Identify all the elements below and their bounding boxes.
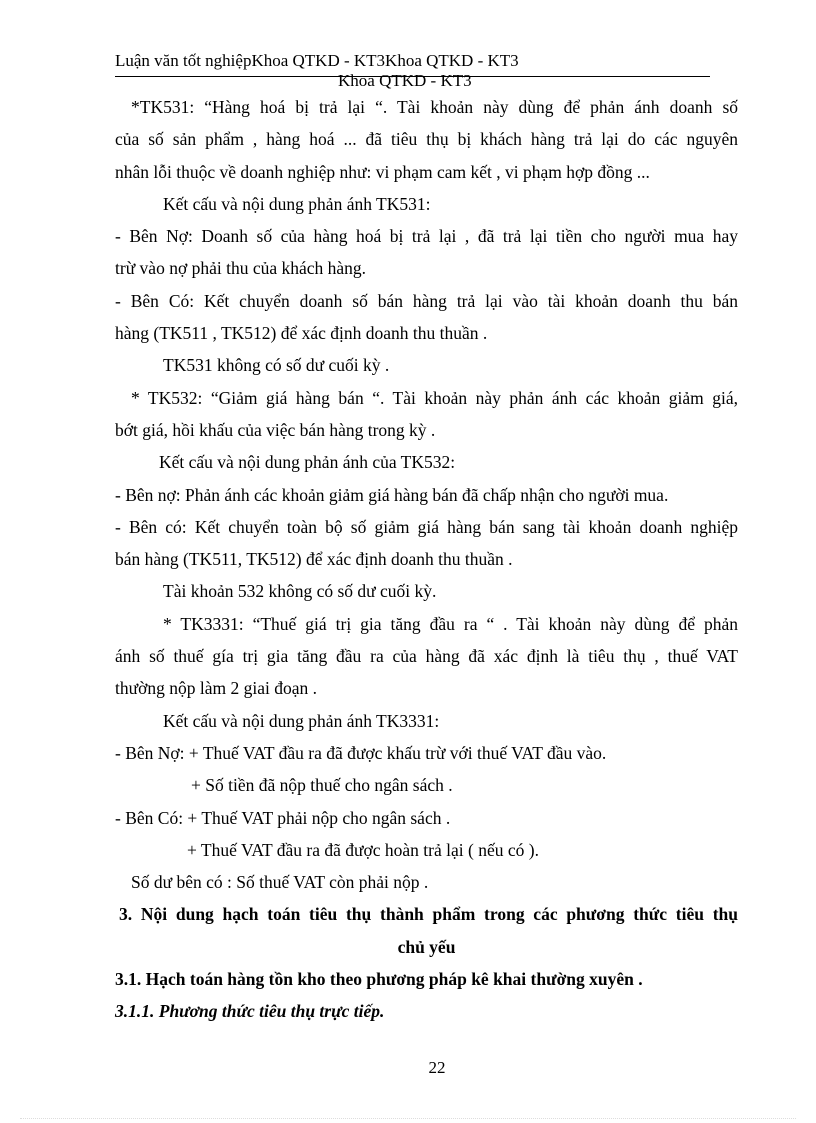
paragraph-line: - Bên Có: Kết chuyển doanh số bán hàng trả lại vào tài khoản doanh thu bán: [115, 290, 738, 311]
paragraph-line: bán hàng (TK511, TK512) để xác định doanh thu thuần .: [115, 549, 513, 570]
paragraph-line: - Bên Nợ: + Thuế VAT đầu ra đã được khấu trừ với thuế VAT đầu vào.: [115, 742, 607, 763]
paragraph-line: - Bên Có: + Thuế VAT phải nộp cho ngân sách .: [115, 807, 451, 828]
paragraph-line: + Thuế VAT đầu ra đã được hoàn trả lại ( nếu có ).: [187, 839, 539, 860]
paragraph-line: *TK531: “Hàng hoá bị trả lại “. Tài khoản này dùng để phản ánh doanh số: [131, 97, 738, 117]
page-number: 22: [428, 1058, 446, 1077]
paragraph-line: + Số tiền đã nộp thuế cho ngân sách .: [191, 775, 453, 796]
paragraph-line: ánh số thuế gía trị gia tăng đầu ra của hàng đã xác định là tiêu thụ , thuế VAT: [115, 646, 738, 667]
document-body: [115, 91, 738, 1028]
page-bottom-edge: [20, 1118, 796, 1119]
paragraph-line: * TK3331: “Thuế giá trị gia tăng đầu ra “ . Tài khoản này dùng để phản: [163, 613, 738, 634]
paragraph-line: Tài khoản 532 không có số dư cuối kỳ.: [163, 581, 437, 602]
paragraph-line: - Bên có: Kết chuyển toàn bộ số giảm giá hàng bán sang tài khoản doanh nghiệp: [115, 516, 738, 537]
paragraph-line: nhân lỗi thuộc về doanh nghiệp như: vi phạm cam kết , vi phạm hợp đồng ...: [115, 161, 650, 182]
paragraph-line: Kết cấu và nội dung phản ánh TK531:: [163, 193, 431, 214]
running-header: Luận văn tốt nghiệpKhoa QTKD - KT3Khoa QTKD - KT3: [115, 51, 519, 70]
paragraph-line: hàng (TK511 , TK512) để xác định doanh thu thuần .: [115, 323, 488, 344]
subsubsection-heading: 3.1.1. Phương thức tiêu thụ trực tiếp.: [115, 1001, 385, 1022]
paragraph-line: Kết cấu và nội dung phản ánh TK3331:: [163, 710, 440, 731]
running-header-subtitle: Khoa QTKD - KT3: [338, 71, 472, 90]
paragraph-line: TK531 không có số dư cuối kỳ .: [163, 355, 390, 376]
paragraph-line: Kết cấu và nội dung phản ánh của TK532:: [159, 452, 456, 473]
paragraph-line: bớt giá, hồi khấu của việc bán hàng trong kỳ .: [115, 419, 436, 440]
paragraph-line: * TK532: “Giảm giá hàng bán “. Tài khoản này phản ánh các khoản giảm giá,: [131, 387, 738, 408]
section-heading: 3. Nội dung hạch toán tiêu thụ thành phẩm trong các phương thức tiêu thụ: [119, 904, 738, 925]
paragraph-line: - Bên nợ: Phản ánh các khoản giảm giá hàng bán đã chấp nhận cho người mua.: [115, 484, 669, 505]
paragraph-line: của số sản phẩm , hàng hoá ... đã tiêu thụ bị khách hàng trả lại do các nguyên: [115, 129, 738, 150]
subsection-heading: 3.1. Hạch toán hàng tồn kho theo phương pháp kê khai thường xuyên .: [115, 969, 643, 990]
paragraph-line: Số dư bên có : Số thuế VAT còn phải nộp .: [131, 872, 429, 893]
paragraph-line: - Bên Nợ: Doanh số của hàng hoá bị trả lại , đã trả lại tiền cho người mua hay: [115, 226, 738, 247]
paragraph-line: thường nộp làm 2 giai đoạn .: [115, 678, 317, 699]
paragraph-line: trừ vào nợ phải thu của khách hàng.: [115, 258, 367, 279]
section-heading-continued: chủ yếu: [397, 936, 456, 957]
